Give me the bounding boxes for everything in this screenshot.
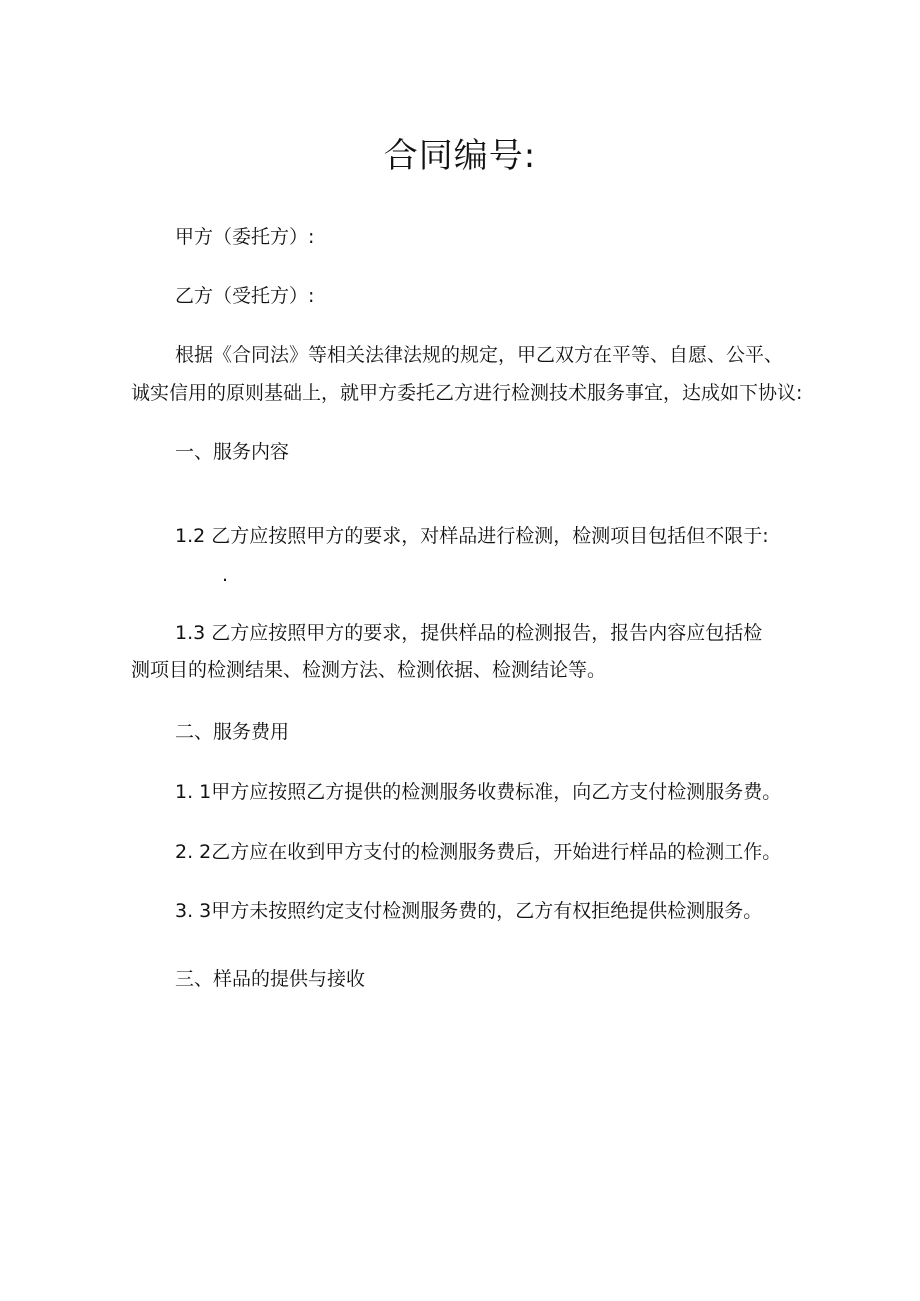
section-2-heading: 二、服务费用: [175, 721, 290, 743]
clause-2-1: 1. 1甲方应按照乙方提供的检测服务收费标准，向乙方支付检测服务费。: [175, 781, 782, 803]
clause-1-2: 1.2 乙方应按照甲方的要求，对样品进行检测，检测项目包括但不限于:: [175, 525, 769, 547]
clause-1-2-continuation: .: [222, 564, 229, 586]
party-b-label: 乙方（受托方）:: [175, 285, 315, 307]
clause-2-3: 3. 3甲方未按照约定支付检测服务费的，乙方有权拒绝提供检测服务。: [175, 900, 763, 922]
contract-number-title: 合同编号:: [383, 136, 537, 176]
intro-paragraph-line-1: 根据《合同法》等相关法律法规的规定，甲乙双方在平等、自愿、公平、: [175, 344, 784, 366]
party-a-label: 甲方（委托方）:: [175, 226, 315, 248]
clause-1-3-line-1: 1.3 乙方应按照甲方的要求，提供样品的检测报告，报告内容应包括检: [175, 622, 763, 644]
intro-paragraph-line-2: 诚实信用的原则基础上，就甲方委托乙方进行检测技术服务事宜，达成如下协议:: [131, 382, 803, 404]
section-1-heading: 一、服务内容: [175, 441, 290, 463]
section-3-heading: 三、样品的提供与接收: [175, 968, 366, 990]
clause-2-2: 2. 2乙方应在收到甲方支付的检测服务费后，开始进行样品的检测工作。: [175, 841, 782, 863]
clause-1-3-line-2: 测项目的检测结果、检测方法、检测依据、检测结论等。: [131, 659, 607, 681]
